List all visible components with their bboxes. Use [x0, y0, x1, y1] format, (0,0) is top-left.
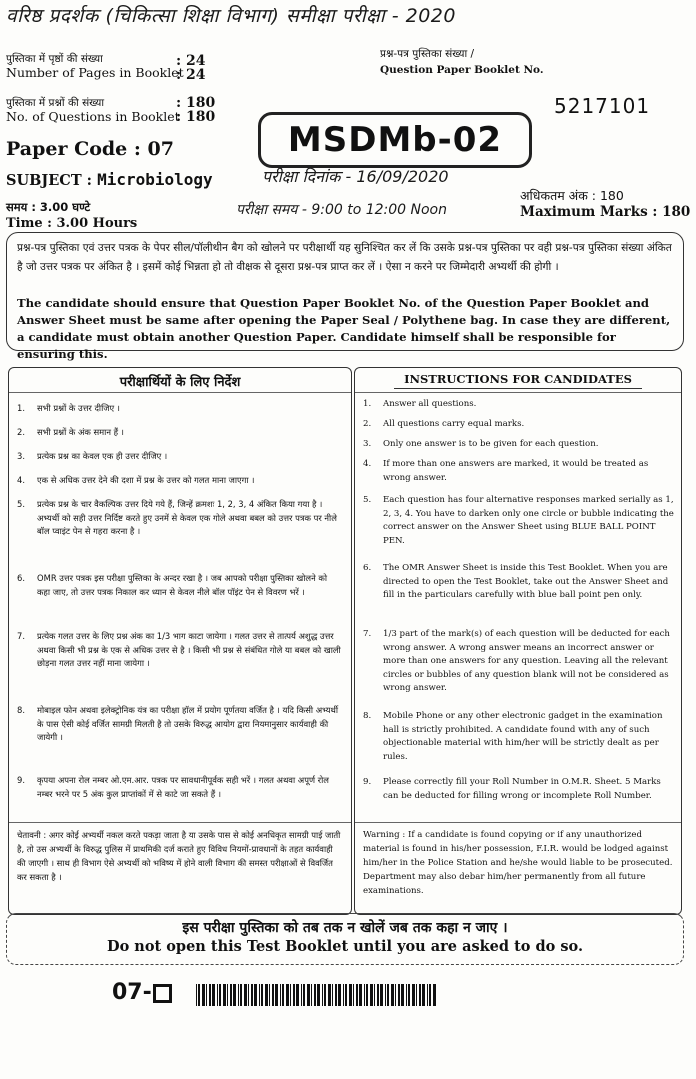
questions-label-en: No. of Questions in Booklet — [6, 109, 180, 124]
subject-value: Microbiology — [97, 170, 213, 189]
booklet-serial-number: 5217101 — [554, 94, 651, 118]
item-number: 9. — [17, 775, 25, 785]
item-text: If more than one answers are marked, it would be treated as wrong answer. — [383, 459, 649, 483]
handwritten-exam-title: वरिष्ठ प्रदर्शक (चिकित्सा शिक्षा विभाग) समीक्षा परीक्षा - 2020 — [6, 5, 456, 27]
booklet-match-notice — [6, 232, 684, 361]
item-number: 3. — [363, 439, 372, 449]
questions-count-block — [6, 96, 216, 124]
item-number: 1. — [363, 399, 372, 409]
list-item — [17, 498, 342, 539]
max-marks — [520, 188, 690, 220]
item-number: 2. — [17, 427, 25, 437]
item-number: 6. — [363, 563, 372, 573]
qpb-label — [380, 46, 544, 78]
list-item — [363, 438, 675, 452]
item-text: Answer all questions. — [383, 399, 477, 409]
barcode-icon — [196, 984, 436, 1006]
handwritten-exam-date: परीक्षा दिनांक - 16/09/2020 — [262, 167, 449, 186]
item-number: 3. — [17, 451, 25, 461]
item-number: 6. — [17, 573, 25, 583]
divider — [355, 392, 681, 393]
item-number: 9. — [363, 777, 372, 787]
item-text: प्रत्येक प्रश्न के चार वैकल्पिक उत्तर दिये गये हैं, जिन्हें क्रमशः 1, 2, 3, 4 अंकित किया गया है । अभ्यर्थी को सही उत्तर निर्दिष्ट करते हुए उनमें से केवल एक गोले अथवा बबल को उत्तर पत्रक पर नीले बॉल प्वाइंट पेन से गहरा करना है । — [37, 499, 337, 537]
list-item — [17, 704, 342, 745]
item-text: Mobile Phone or any other electronic gadget in the examination hall is strictly prohibited. A candidate found with any of such objectionable material with him/her will be strictly dealt as per rules. — [383, 711, 663, 762]
list-item — [17, 402, 342, 416]
booklet-series-stamp: MSDMb-02 — [258, 112, 532, 168]
list-item — [17, 630, 342, 671]
list-item — [363, 418, 675, 432]
item-number: 5. — [17, 499, 25, 509]
item-number: 4. — [17, 475, 25, 485]
item-number: 8. — [363, 711, 372, 721]
do-not-open-banner — [6, 913, 684, 965]
item-text: प्रत्येक प्रश्न का केवल एक ही उत्तर दीजिए । — [37, 451, 168, 461]
item-number: 2. — [363, 419, 372, 429]
list-item — [17, 774, 342, 801]
do-not-open-english: Do not open this Test Booklet until you are asked to do so. — [107, 938, 583, 955]
list-item — [17, 474, 342, 488]
list-item — [363, 562, 675, 603]
questions-value: : 180 — [176, 95, 216, 111]
instructions-english-title: INSTRUCTIONS FOR CANDIDATES — [394, 372, 642, 389]
subject — [6, 170, 213, 189]
pages-value-en: : 24 — [176, 67, 206, 83]
pages-label-en: Number of Pages in Booklet — [6, 65, 184, 80]
list-item — [363, 458, 675, 485]
item-number: 7. — [363, 629, 372, 639]
item-text: एक से अधिक उत्तर देने की दशा में प्रश्न के उत्तर को गलत माना जाएगा । — [37, 475, 255, 485]
questions-label-hi: पुस्तिका में प्रश्नों की संख्या — [6, 97, 105, 109]
qpb-label-en: Question Paper Booklet No. — [380, 64, 544, 76]
max-marks-hi: अधिकतम अंक : 180 — [520, 188, 624, 203]
item-text: कृपया अपना रोल नम्बर ओ.एम.आर. पत्रक पर सावधानीपूर्वक सही भरें । गलत अथवा अपूर्ण रोल नम्बर भरने पर 5 अंक कुल प्राप्तांकों में से काटे जा सकते हैं । — [37, 775, 329, 799]
item-text: सभी प्रश्नों के उत्तर दीजिए । — [37, 403, 120, 413]
list-item — [363, 776, 675, 803]
subject-label: SUBJECT : — [6, 172, 93, 189]
item-text: सभी प्रश्नों के अंक समान हैं । — [37, 427, 124, 437]
paper-code-footer-text: 07- — [112, 980, 152, 1005]
notice-english: The candidate should ensure that Question Paper Booklet No. of the Question Paper Booklet and Answer Sheet must be same after opening the Paper Seal / Polythene bag. In case they are different, a candidate must obtain another Question Paper. Candidate himself shall be responsible for ensuring this. — [17, 296, 671, 361]
list-item — [17, 572, 342, 599]
questions-value-en: : 180 — [176, 109, 216, 125]
instructions-hindi-title-wrap — [9, 372, 351, 390]
checkbox-square-icon — [153, 984, 172, 1003]
item-text: All questions carry equal marks. — [383, 419, 525, 429]
list-item — [363, 494, 675, 548]
instructions-hindi-panel — [8, 367, 352, 915]
item-number: 7. — [17, 631, 25, 641]
handwritten-exam-time: परीक्षा समय - 9:00 to 12:00 Noon — [236, 202, 447, 218]
instructions-english-title-wrap — [355, 372, 681, 386]
item-text: Please correctly fill your Roll Number in O.M.R. Sheet. 5 Marks can be deducted for filling wrong or incomplete Roll Number. — [383, 777, 661, 801]
max-marks-en: Maximum Marks : 180 — [520, 204, 691, 220]
list-item — [17, 450, 342, 464]
pages-label-hi: पुस्तिका में पृष्ठों की संख्या — [6, 53, 103, 65]
item-number: 4. — [363, 459, 372, 469]
divider — [9, 392, 351, 393]
time-hi: समय : 3.00 घण्टे — [6, 200, 91, 214]
time-en: Time : 3.00 Hours — [6, 216, 138, 231]
pages-value: : 24 — [176, 53, 206, 69]
item-text: मोबाइल फोन अथवा इलेक्ट्रोनिक यंत्र का परीक्षा हॉल में प्रयोग पूर्णतया वर्जित है । यदि किसी अभ्यर्थी के पास ऐसी कोई वर्जित सामग्री मिलती है तो उसके विरुद्ध आयोग द्वारा नियमानुसार कार्यवाही की जायेगी । — [37, 705, 338, 743]
item-text: Each question has four alternative responses marked serially as 1, 2, 3, 4. You have to darken only one circle or bubble indicating the correct answer on the Answer Sheet using BLUE BALL POINT PEN. — [383, 495, 674, 546]
warning-hindi: चेतावनी : अगर कोई अभ्यर्थी नकल करते पकड़ा जाता है या उसके पास से कोई अनधिकृत सामग्री पाई जाती है, तो उस अभ्यर्थी के विरुद्ध पुलिस में प्राथमिकी दर्ज कराते हुए विविध नियमों-प्रावधानों के तहत कार्यवाही की जाएगी । साथ ही विभाग ऐसे अभ्यर्थी को भविष्य में होने वाली विभाग की समस्त परीक्षाओं से विवर्जित कर सकता है । — [17, 830, 341, 882]
list-item — [363, 628, 675, 696]
item-text: 1/3 part of the mark(s) of each question will be deducted for each wrong answer. A wrong answer means an incorrect answer or more than one answers for any question. Leaving all the relevant circles or bubbles of any question blank will not be considered as wrong answer. — [383, 629, 670, 694]
list-item — [363, 710, 675, 764]
paper-code-footer — [112, 980, 172, 1005]
notice-hindi: प्रश्न-पत्र पुस्तिका एवं उत्तर पत्रक के पेपर सील/पॉलीथीन बैग को खोलने पर परीक्षार्थी यह सुनिश्चित कर लें कि उसके प्रश्न-पत्र पुस्तिका पर वही प्रश्न-पत्र पुस्तिका संख्या अंकित है जो उत्तर पत्रक पर अंकित है । इसमें कोई भिन्नता हो तो वीक्षक से दूसरा प्रश्न-पत्र प्राप्त कर लें । ऐसा न करने पर जिम्मेदारी अभ्यर्थी की होगी । — [17, 242, 672, 273]
do-not-open-hindi: इस परीक्षा पुस्तिका को तब तक न खोलें जब तक कहा न जाए । — [182, 920, 508, 936]
item-text: Only one answer is to be given for each question. — [383, 439, 599, 449]
list-item — [17, 426, 342, 440]
divider — [9, 822, 351, 823]
item-text: OMR उत्तर पत्रक इस परीक्षा पुस्तिका के अन्दर रखा है । जब आपको परीक्षा पुस्तिका खोलने को कहा जाए, तो उत्तर पत्रक निकाल कर ध्यान से केवल नीले बॉल पॉइंट पेन से विवरण भरें । — [37, 573, 328, 597]
item-number: 5. — [363, 495, 372, 505]
instructions-english-panel — [354, 367, 682, 915]
pages-count-block — [6, 52, 206, 83]
divider — [355, 822, 681, 823]
item-text: प्रत्येक गलत उत्तर के लिए प्रश्न अंक का 1/3 भाग काटा जायेगा । गलत उत्तर से तात्पर्य अशुद्ध उत्तर अथवा किसी भी प्रश्न के एक से अधिक उत्तर से है । किसी भी प्रश्न से संबंधित गोले या बबल को खाली छोड़ना गलत उत्तर नहीं माना जायेगा । — [37, 631, 341, 669]
warning-english: Warning : If a candidate is found copying or if any unauthorized material is found in his/her possession, F.I.R. would be lodged against him/her in the Police Station and he/she would liable to be prosecuted. Department may also debar him/her permanently from all future examinations. — [363, 830, 673, 896]
instructions-hindi-title: परीक्षार्थियों के लिए निर्देश — [110, 375, 251, 393]
item-text: The OMR Answer Sheet is inside this Test Booklet. When you are directed to open the Test Booklet, take out the Answer Sheet and fill in the particulars carefully with blue ball point pen only. — [383, 563, 669, 601]
qpb-label-hi: प्रश्न-पत्र पुस्तिका संख्या / — [380, 48, 475, 60]
paper-code: Paper Code : 07 — [6, 138, 174, 160]
item-number: 8. — [17, 705, 25, 715]
item-number: 1. — [17, 403, 25, 413]
list-item — [363, 398, 675, 412]
